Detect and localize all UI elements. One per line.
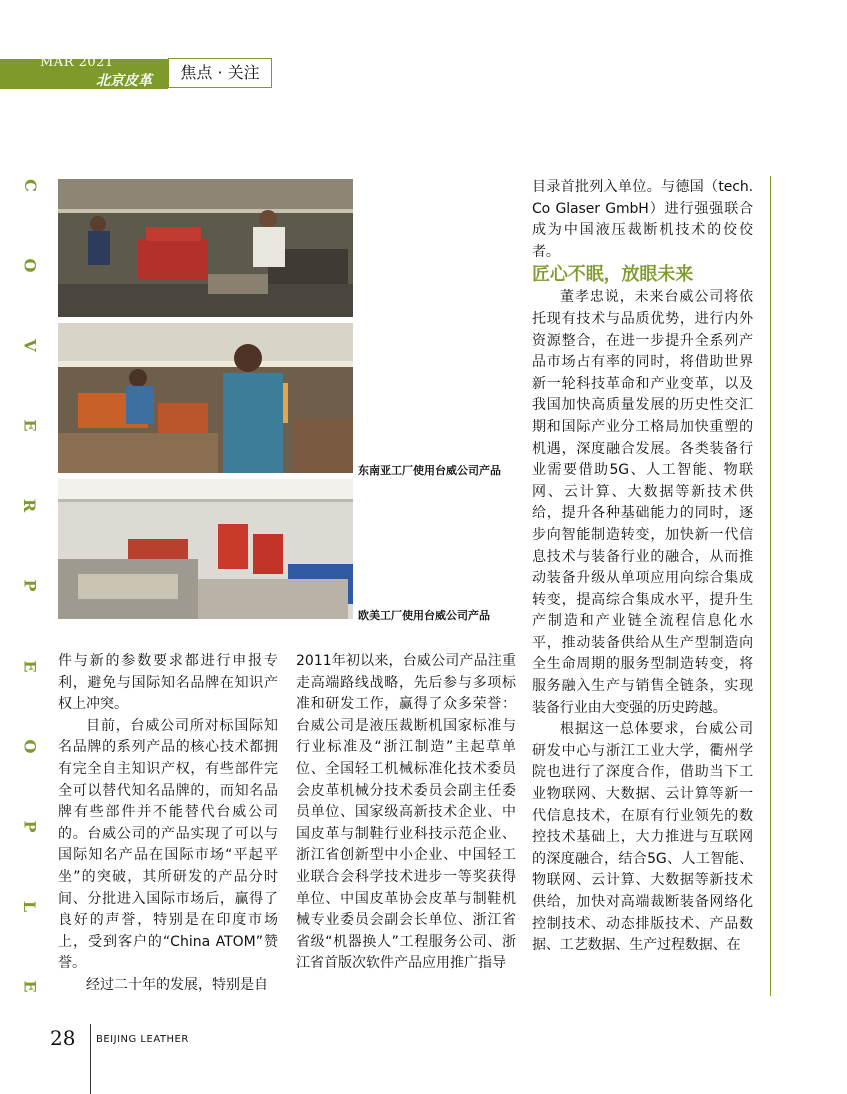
side-letter: R [20,499,40,513]
column-middle [296,651,516,975]
issue-date: MAR 2021 [40,55,114,70]
paragraph: 根据这一总体要求，台威公司研发中心与浙江工业大学，衢州学院也进行了深度合作，借助当下工业物联网、大数据、云计算等新一代信息技术，在原有行业领先的数控技术基础上，大力推进与互联网的深度融合，结合5G、人工智能、物联网、云计算、大数据等新技术供给，加快对高端裁断装备网络化控制技术、动态排版技术、产品数据、工艺数据、生产过程数据、在 [532,721,753,954]
paragraph: 件与新的参数要求都进行申报专利，避免与国际知名品牌在知识产权上冲突。 [58,653,278,713]
photo-caption-europe-america: 欧美工厂使用台威公司产品 [358,609,490,622]
footer-divider [90,1024,91,1094]
side-letter: E [20,980,40,993]
factory-photo-3 [58,479,353,619]
footer-label: BEIJING LEATHER [96,1034,189,1045]
paragraph: 董孝忠说，未来台威公司将依托现有技术与品质优势，进行内外资源整合，在进一步提升全系列产品市场占有率的同时，将借助世界新一轮科技革命和产业变革，以及我国加快高质量发展的历史性交汇期和国际产业分工格局加快重塑的机遇，深度融合发展。各类装备行业需要借助5G、人工智能、物联网、云计算、大数据等新技术供给，提升各种基础能力的同时，逐步向智能制造转变，加快新一代信息技术与装备行业的融合，从而推动装备升级从单项应用向综合集成转变，提高综合集成水平，提升生产制造和产业链全流程信息化水平，推动装备供给从生产型制造向全生命周期的服务型制造转变，将服务融入生产与销售全链条，实现装备行业由大变强的历史跨越。 [532,289,753,716]
paragraph: 目录首批列入单位。与德国（tech. Co Glaser GmbH）进行强强联合成为中国液压裁断机技术的佼佼者。 [532,179,753,260]
column-right [532,177,753,957]
side-letter: E [20,419,40,432]
side-letter: V [20,339,40,352]
magazine-name: 北京皮革 [96,73,152,89]
side-cover-people [16,176,44,996]
side-letter: O [20,739,40,754]
side-letter: E [20,659,40,673]
page-number: 28 [50,1026,76,1050]
column-left [58,651,278,997]
factory-photo-1 [58,179,353,317]
paragraph: 2011年初以来，台威公司产品注重走高端路线战略，先后参与多项标准和研发工作，赢得了众多荣誉：台威公司是液压裁断机国家标准与行业标准及“浙江制造”主起草单位、全国轻工机械标准化技术委员会皮革机械分技术委员会副主任委员单位、国家级高新技术企业、中国皮革与制鞋行业科技示范企业、浙江省创新型中小企业、中国轻工业联合会科学技术进步一等奖获得单位、中国皮革协会皮革与制鞋机械专业委员会副会长单位、浙江省省级“机器换人”工程服务公司、浙江省首版次软件产品应用推广指导 [296,653,516,972]
side-letter: C [20,179,40,192]
factory-photo-2 [58,323,353,473]
side-letter: O [20,258,40,273]
subheading: 匠心不眠，放眼未来 [532,264,694,286]
paragraph: 经过二十年的发展，特别是自 [86,976,268,993]
side-letter: L [20,900,40,912]
right-divider [770,176,771,996]
photo-caption-southeast-asia: 东南亚工厂使用台威公司产品 [358,464,501,477]
side-letter: P [20,820,40,833]
paragraph: 目前，台威公司所对标国际知名品牌的系列产品的核心技术都拥有完全自主知识产权，有些部件完全可以替代知名品牌的，而知名品牌有些部件并不能替代台威公司的。台威公司的产品实现了可以与国际知名产品在国际市场“平起平坐”的突破，其所研发的产品分时间、分批进入国际市场后，赢得了良好的声誉，特别是在印度市场上，受到客户的“China ATOM”赞誉。 [58,717,278,972]
section-label: 焦点 · 关注 [168,58,272,88]
side-letter: P [20,579,40,592]
